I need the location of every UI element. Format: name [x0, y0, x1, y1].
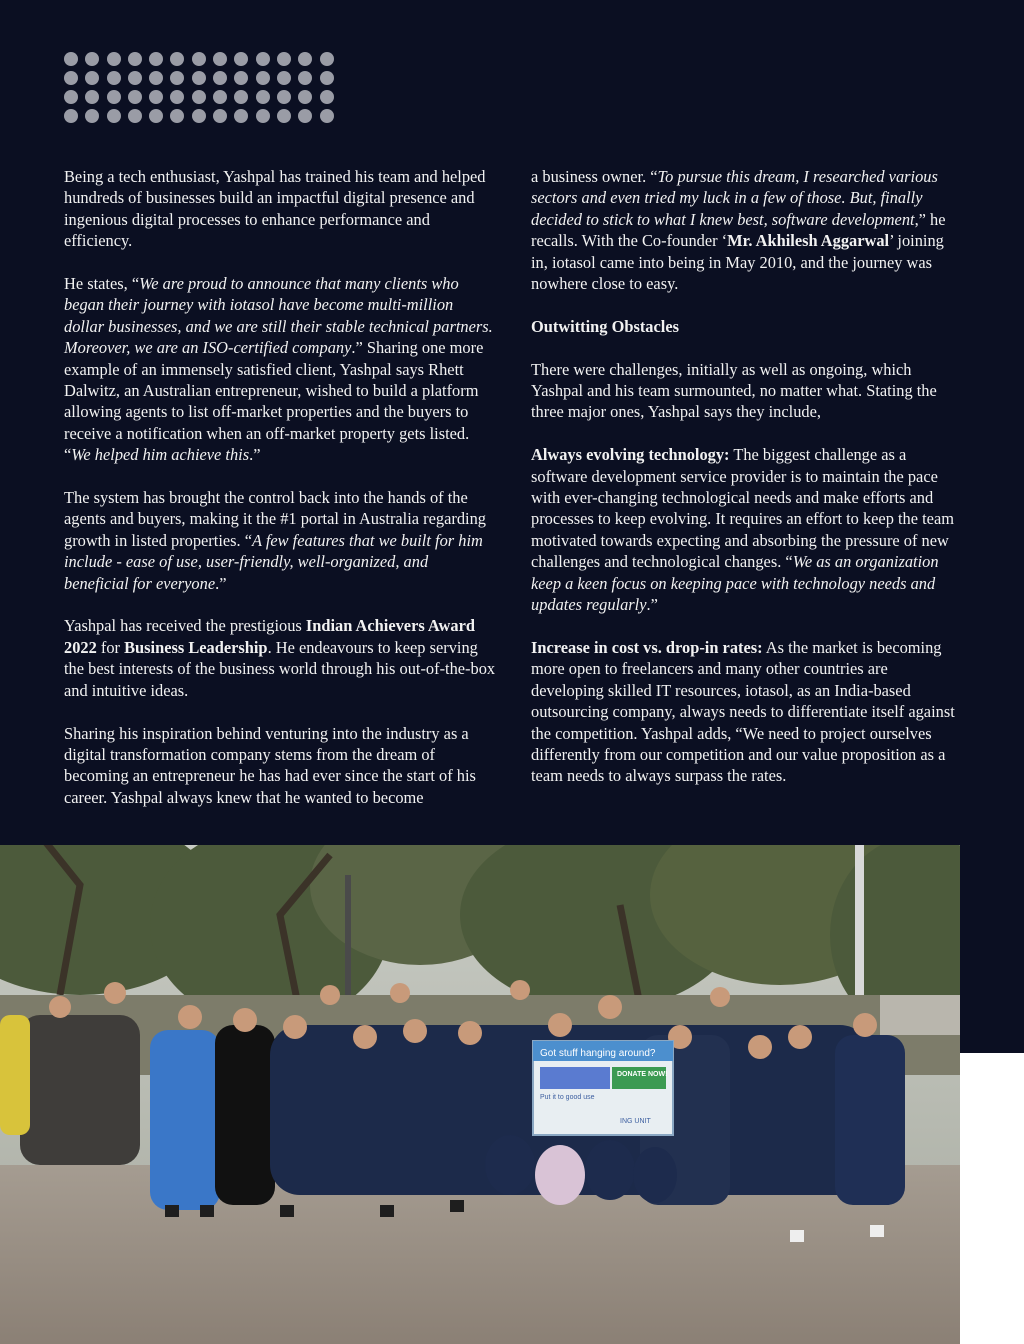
grid-dot: [256, 52, 270, 66]
grid-dot: [170, 52, 184, 66]
right-column-paragraph: [531, 359, 956, 423]
grid-dot: [213, 71, 227, 85]
italic-quote: We helped him achieve this: [71, 445, 250, 465]
grid-dot: [234, 109, 248, 123]
grid-dot: [192, 71, 206, 85]
bold-text: Outwitting Obstacles: [531, 316, 679, 336]
grid-dot: [64, 52, 78, 66]
left-column-paragraph: [64, 723, 496, 809]
grid-dot: [192, 52, 206, 66]
donation-banner: [533, 1041, 673, 1135]
grid-dot: [170, 109, 184, 123]
text-run: Yashpal has received the prestigious: [64, 616, 306, 636]
grid-dot: [149, 109, 163, 123]
grid-dot: [277, 71, 291, 85]
grid-dot: [298, 71, 312, 85]
grid-dot: [128, 90, 142, 104]
grid-dot: [213, 109, 227, 123]
grid-dot: [170, 71, 184, 85]
grid-dot: [149, 71, 163, 85]
grid-dot: [85, 90, 99, 104]
grid-dot: [320, 109, 334, 123]
bold-text: Mr. Akhilesh Aggarwal: [727, 231, 890, 251]
text-run: .”: [646, 595, 658, 615]
right-column-paragraph: [531, 444, 956, 615]
grid-dot: [298, 90, 312, 104]
grid-dot: [320, 52, 334, 66]
right-column-paragraph: [531, 166, 956, 294]
grid-dot: [64, 71, 78, 85]
decorative-dot-grid: [64, 52, 336, 124]
grid-dot: [320, 71, 334, 85]
grid-dot: [149, 90, 163, 104]
grid-dot: [192, 109, 206, 123]
grid-dot: [128, 52, 142, 66]
right-text-column: [531, 166, 956, 787]
grid-dot: [64, 109, 78, 123]
grid-dot: [256, 109, 270, 123]
italic-quote: We are proud to announce that many clients who began their journey with iotasol have become multi-million dollar businesses, and we are still their stable technical partners. Moreover, we are an ISO-certified company: [64, 274, 493, 358]
grid-dot: [192, 90, 206, 104]
text-run: The system has brought the control back into the hands of the agents and buyers, making it the #1 portal in Australia regarding growth in listed properties. “: [64, 488, 486, 550]
grid-dot: [107, 71, 121, 85]
text-run: .”: [215, 573, 227, 593]
right-column-paragraph: [531, 316, 956, 337]
grid-dot: [277, 52, 291, 66]
grid-dot: [256, 90, 270, 104]
grid-dot: [85, 71, 99, 85]
text-run: ’ joining in, iotasol came into being in May 2010, and the journey was nowhere close to easy.: [531, 231, 944, 294]
grid-dot: [107, 109, 121, 123]
italic-quote: A few features that we built for him include - ease of use, user-friendly, well-organized, and beneficial for everyone: [64, 530, 483, 593]
text-run: .”: [249, 445, 261, 465]
grid-dot: [234, 71, 248, 85]
grid-dot: [85, 109, 99, 123]
grid-dot: [298, 52, 312, 66]
italic-quote: To pursue this dream, I researched various sectors and even tried my luck in a few of those. But, finally decided to stick to what I knew best, software development: [531, 167, 938, 229]
text-run: .” Sharing one more example of an immensely satisfied client, Yashpal says Rhett Dalwitz, an Australian entrepreneur, wished to build a platform allowing agents to list off-market properties and the buyers to receive a notification when an off-market property gets listed. “: [64, 338, 484, 465]
grid-dot: [107, 90, 121, 104]
grid-dot: [320, 90, 334, 104]
text-run: As the market is becoming more open to freelancers and many other countries are developing skilled IT resources, iotasol, as an India-based outsourcing company, always needs to differentiate itself against the competition. Yashpal adds, “We need to project ourselves differently from our competition and our value proposition as a team needs to always surpass the rates.: [531, 637, 955, 786]
grid-dot: [277, 90, 291, 104]
grid-dot: [277, 109, 291, 123]
text-run: There were challenges, initially as well as ongoing, which Yashpal and his team surmounted, no matter what. Stating the three major ones, Yashpal says they include,: [531, 359, 937, 422]
banner-line-4: ING UNIT: [620, 1118, 651, 1125]
left-column-paragraph: [64, 273, 496, 466]
left-column-paragraph: [64, 166, 496, 252]
grid-dot: [128, 71, 142, 85]
grid-dot: [170, 90, 184, 104]
banner-line-3: Put it to good use: [540, 1094, 595, 1101]
grid-dot: [234, 90, 248, 104]
text-run: . He endeavours to keep serving the best interests of the business world through his out-of-the-box and intuitive ideas.: [64, 637, 496, 700]
grid-dot: [149, 52, 163, 66]
text-run: ,” he recalls. With the Co-founder ‘: [531, 209, 946, 251]
banner-line-2: DONATE NOW!: [617, 1071, 668, 1078]
italic-quote: We as an organization keep a keen focus on keeping pace with technology needs and updates regularly: [531, 552, 939, 615]
text-run: Sharing his inspiration behind venturing into the industry as a digital transformation company stems from the dream of becoming an entrepreneur he has had ever since the start of his career. Yashpal always knew that he wanted to become: [64, 723, 476, 807]
grid-dot: [298, 109, 312, 123]
bold-text: Business Leadership: [124, 637, 268, 657]
bold-text: Always evolving technology:: [531, 445, 730, 465]
team-group-photo: [0, 845, 960, 1344]
left-text-column: [64, 166, 496, 808]
text-run: He states, “: [64, 274, 140, 294]
text-run: for: [96, 637, 125, 657]
left-column-paragraph: [64, 615, 496, 701]
grid-dot: [85, 52, 99, 66]
grid-dot: [213, 90, 227, 104]
grid-dot: [256, 71, 270, 85]
banner-line-1: Got stuff hanging around?: [540, 1048, 656, 1059]
text-run: Being a tech enthusiast, Yashpal has trained his team and helped hundreds of businesses build an impactful digital presence and ingenious digital processes to enhance performance and efficiency.: [64, 167, 486, 251]
left-column-paragraph: [64, 487, 496, 594]
right-column-paragraph: [531, 637, 956, 787]
grid-dot: [234, 52, 248, 66]
text-run: a business owner. “: [531, 167, 658, 186]
grid-dot: [64, 90, 78, 104]
white-margin-block: [960, 1053, 1024, 1344]
grid-dot: [128, 109, 142, 123]
grid-dot: [213, 52, 227, 66]
grid-dot: [107, 52, 121, 66]
bold-text: Indian Achievers Award 2022: [64, 616, 475, 657]
text-run: The biggest challenge as a software development service provider is to maintain the pace with ever-changing technological needs and make efforts and processes to keep evolving. It requires an effort to keep the team motivated towards expecting and absorbing the pressure of new challenges and technological changes. “: [531, 445, 954, 572]
bold-text: Increase in cost vs. drop-in rates:: [531, 637, 763, 657]
